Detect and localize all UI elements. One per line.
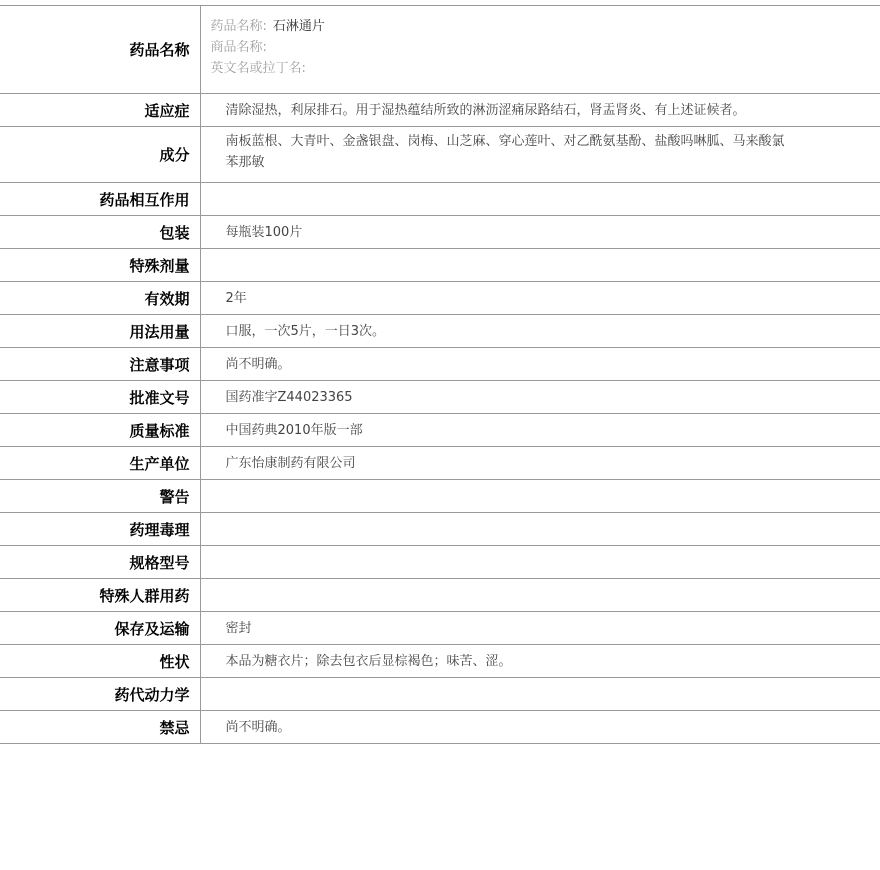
row-label: 质量标准 xyxy=(0,414,200,447)
row-value: 中国药典2010年版一部 xyxy=(200,414,880,447)
generic-name-label: 药品名称: xyxy=(210,19,267,34)
drug-name-cell xyxy=(200,6,880,94)
table-row-quality-standard xyxy=(0,414,880,447)
table-row-ingredients xyxy=(0,127,880,183)
row-value xyxy=(200,579,880,612)
row-value xyxy=(200,480,880,513)
drug-info-table xyxy=(0,5,880,744)
row-value xyxy=(200,546,880,579)
row-label: 适应症 xyxy=(0,94,200,127)
row-label: 特殊剂量 xyxy=(0,249,200,282)
row-label: 保存及运输 xyxy=(0,612,200,645)
table-row-storage xyxy=(0,612,880,645)
table-row-approval-number xyxy=(0,381,880,414)
generic-name-line xyxy=(211,16,791,37)
table-row-interactions xyxy=(0,183,880,216)
row-label: 用法用量 xyxy=(0,315,200,348)
table-row-pharmacology xyxy=(0,513,880,546)
row-value: 每瓶装100片 xyxy=(200,216,880,249)
row-label: 注意事项 xyxy=(0,348,200,381)
table-row-special-populations xyxy=(0,579,880,612)
english-name-label: 英文名或拉丁名: xyxy=(210,61,306,76)
table-row-indications xyxy=(0,94,880,127)
row-label: 特殊人群用药 xyxy=(0,579,200,612)
row-value xyxy=(200,183,880,216)
table-row-pharmacokinetics xyxy=(0,678,880,711)
row-value: 尚不明确。 xyxy=(200,711,880,744)
row-value: 密封 xyxy=(200,612,880,645)
table-row-specification xyxy=(0,546,880,579)
table-row-packaging xyxy=(0,216,880,249)
row-label: 禁忌 xyxy=(0,711,200,744)
table-row-precautions xyxy=(0,348,880,381)
row-label: 药理毒理 xyxy=(0,513,200,546)
english-name-line xyxy=(211,58,791,79)
row-label: 有效期 xyxy=(0,282,200,315)
table-row-description xyxy=(0,645,880,678)
row-label: 性状 xyxy=(0,645,200,678)
row-label: 药品名称 xyxy=(0,6,200,94)
row-label: 规格型号 xyxy=(0,546,200,579)
row-label: 生产单位 xyxy=(0,447,200,480)
row-value: 口服，一次5片，一日3次。 xyxy=(200,315,880,348)
row-label: 药品相互作用 xyxy=(0,183,200,216)
row-value: 国药准字Z44023365 xyxy=(200,381,880,414)
table-row-usage xyxy=(0,315,880,348)
row-value xyxy=(200,678,880,711)
generic-name-value: 石淋通片 xyxy=(272,19,325,34)
table-row-drug-name xyxy=(0,6,880,94)
row-value: 本品为糖衣片；除去包衣后显棕褐色；味苦、涩。 xyxy=(200,645,880,678)
row-value: 2年 xyxy=(200,282,880,315)
row-value: 清除湿热，利尿排石。用于湿热蕴结所致的淋沥涩痛尿路结石，肾盂肾炎、有上述证候者。 xyxy=(200,94,880,127)
row-value: 南板蓝根、大青叶、金盏银盘、岗梅、山芝麻、穿心莲叶、对乙酰氨基酚、盐酸吗啉胍、马来酸氯苯那敏 xyxy=(200,127,880,183)
table-row-manufacturer xyxy=(0,447,880,480)
row-value xyxy=(200,249,880,282)
row-label: 包装 xyxy=(0,216,200,249)
trade-name-label: 商品名称: xyxy=(210,40,267,55)
row-label: 药代动力学 xyxy=(0,678,200,711)
row-value: 广东怡康制药有限公司 xyxy=(200,447,880,480)
table-row-warning xyxy=(0,480,880,513)
row-label: 成分 xyxy=(0,127,200,183)
table-row-contraindications xyxy=(0,711,880,744)
table-row-shelf-life xyxy=(0,282,880,315)
table-row-special-dosage xyxy=(0,249,880,282)
row-value xyxy=(200,513,880,546)
row-label: 警告 xyxy=(0,480,200,513)
row-value: 尚不明确。 xyxy=(200,348,880,381)
trade-name-line xyxy=(211,37,791,58)
row-label: 批准文号 xyxy=(0,381,200,414)
